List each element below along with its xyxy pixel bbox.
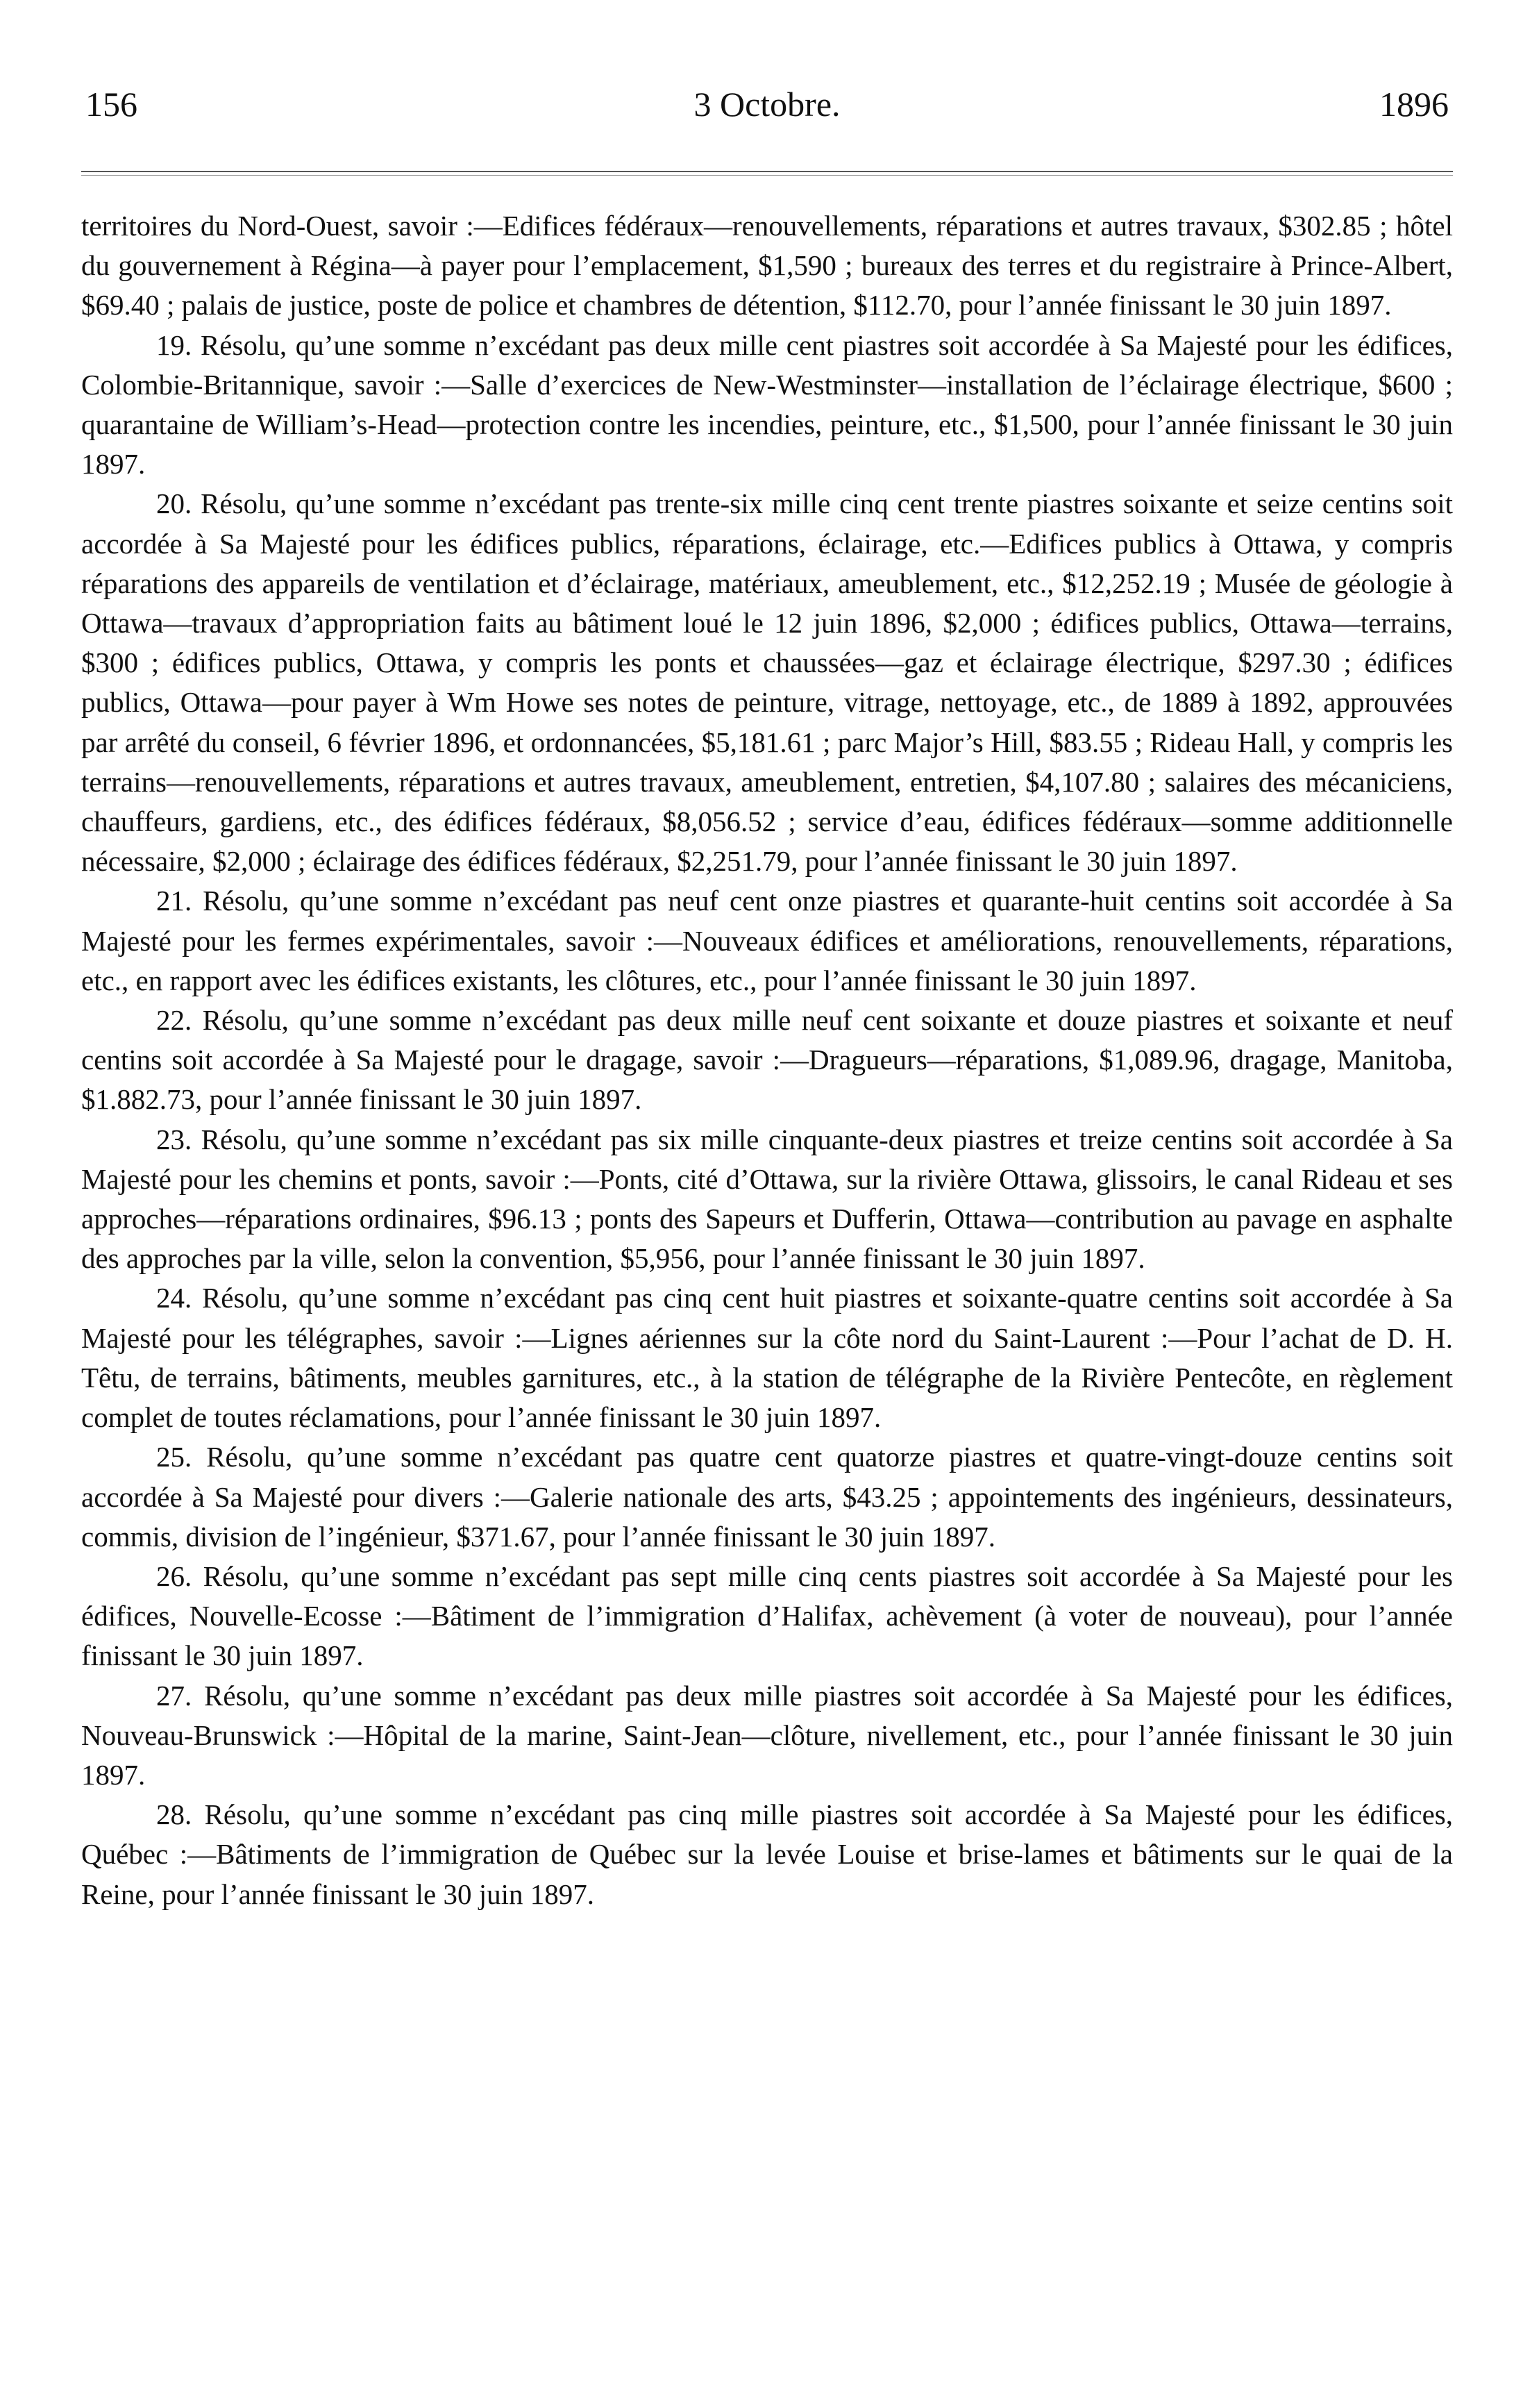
paragraph-continuation: territoires du Nord-Ouest, savoir :—Edifices fédéraux—renouvellements, réparations et autres travaux, $302.85 ; hôtel du gouvernement à Régina—à payer pour l’emplacement, $1,590 ; bureaux des terres et du registraire à Prince-Albert, $69.40 ; palais de justice, poste de police et chambres de détention, $112.70, pour l’année finissant le 30 juin 1897. <box>81 210 1453 321</box>
page-number: 156 <box>85 85 137 124</box>
resolution-25: 25. Résolu, qu’une somme n’excédant pas quatre cent quatorze piastres et quatre-vingt-douze centins soit accordée à Sa Majesté pour divers :—Galerie nationale des arts, $43.25 ; appointements des ingénieurs, dessinateurs, commis, division de l’ingénieur, $371.67, pour l’année finissant le 30 juin 1897. <box>81 1441 1453 1553</box>
resolution-23: 23. Résolu, qu’une somme n’excédant pas six mille cinquante-deux piastres et treize centins soit accordée à Sa Majesté pour les chemins et ponts, savoir :—Ponts, cité d’Ottawa, sur la rivière Ottawa, glissoirs, le canal Rideau et ses approches—réparations ordinaires, $96.13 ; ponts des Sapeurs et Dufferin, Ottawa—contribution au pavage en asphalte des approches par la ville, selon la convention, $5,956, pour l’année finissant le 30 juin 1897. <box>81 1123 1453 1275</box>
resolution-19: 19. Résolu, qu’une somme n’excédant pas deux mille cent piastres soit accordée à Sa Majesté pour les édifices, Colombie-Britannique, savoir :—Salle d’exercices de New-Westminster—installation de l’éclairage électrique, $600 ; quarantaine de William’s-Head—protection contre les incendies, peinture, etc., $1,500, pour l’année finissant le 30 juin 1897. <box>81 328 1453 480</box>
resolution-27: 27. Résolu, qu’une somme n’excédant pas deux mille piastres soit accordée à Sa Majesté pour les édifices, Nouveau-Brunswick :—Hôpital de la marine, Saint-Jean—clôture, nivellement, etc., pour l’année finissant le 30 juin 1897. <box>81 1679 1453 1791</box>
resolution-28: 28. Résolu, qu’une somme n’excédant pas cinq mille piastres soit accordée à Sa Majesté pour les édifices, Québec :—Bâtiments de l’immigration de Québec sur la levée Louise et brise-lames et bâtiments sur le quai de la Reine, pour l’année finissant le 30 juin 1897. <box>81 1798 1453 1910</box>
document-page <box>81 83 1453 1914</box>
header-rule <box>81 171 1453 176</box>
resolution-26: 26. Résolu, qu’une somme n’excédant pas sept mille cinq cents piastres soit accordée à Sa Majesté pour les édifices, Nouvelle-Ecosse :—Bâtiment de l’immigration d’Halifax, achèvement (à voter de nouveau), pour l’année finissant le 30 juin 1897. <box>81 1560 1453 1672</box>
resolution-22: 22. Résolu, qu’une somme n’excédant pas deux mille neuf cent soixante et douze piastres et soixante et neuf centins soit accordée à Sa Majesté pour le dragage, savoir :—Dragueurs—réparations, $1,089.96, dragage, Manitoba, $1.882.73, pour l’année finissant le 30 juin 1897. <box>81 1004 1453 1116</box>
resolution-20: 20. Résolu, qu’une somme n’excédant pas trente-six mille cinq cent trente piastres soixante et seize centins soit accordée à Sa Majesté pour les édifices publics, réparations, éclairage, etc.—Edifices publics à Ottawa, y compris réparations des appareils de ventilation et d’éclairage, matériaux, ameublement, etc., $12,252.19 ; Musée de géologie à Ottawa—travaux d’appropriation faits au bâtiment loué le 12 juin 1896, $2,000 ; édifices publics, Ottawa—terrains, $300 ; édifices publics, Ottawa, y compris les ponts et chaussées—gaz et éclairage électrique, $297.30 ; édifices publics, Ottawa—pour payer à Wm Howe ses notes de peinture, vitrage, nettoyage, etc., de 1889 à 1892, approuvées par arrêté du conseil, 6 février 1896, et ordonnancées, $5,181.61 ; parc Major’s Hill, $83.55 ; Rideau Hall, y compris les terrains—renouvellements, réparations et autres travaux, ameublement, entretien, $4,107.80 ; salaires des mécaniciens, chauffeurs, gardiens, etc., des édifices fédéraux, $8,056.52 ; service d’eau, édifices fédéraux—somme additionnelle nécessaire, $2,000 ; éclairage des édifices fédéraux, $2,251.79, pour l’année finissant le 30 juin 1897. <box>81 487 1453 878</box>
header-year: 1896 <box>1379 85 1449 124</box>
document-body <box>81 206 1453 1914</box>
running-header <box>81 83 1453 125</box>
resolution-21: 21. Résolu, qu’une somme n’excédant pas neuf cent onze piastres et quarante-huit centins soit accordée à Sa Majesté pour les fermes expérimentales, savoir :—Nouveaux édifices et améliorations, renouvellements, réparations, etc., en rapport avec les édifices existants, les clôtures, etc., pour l’année finissant le 30 juin 1897. <box>81 885 1453 996</box>
header-date: 3 Octobre. <box>693 85 841 124</box>
resolution-24: 24. Résolu, qu’une somme n’excédant pas cinq cent huit piastres et soixante-quatre centins soit accordée à Sa Majesté pour les télégraphes, savoir :—Lignes aériennes sur la côte nord du Saint-Laurent :—Pour l’achat de D. H. Têtu, de terrains, bâtiments, meubles garnitures, etc., à la station de télégraphe de la Rivière Pentecôte, en règlement complet de toutes réclamations, pour l’année finissant le 30 juin 1897. <box>81 1282 1453 1434</box>
